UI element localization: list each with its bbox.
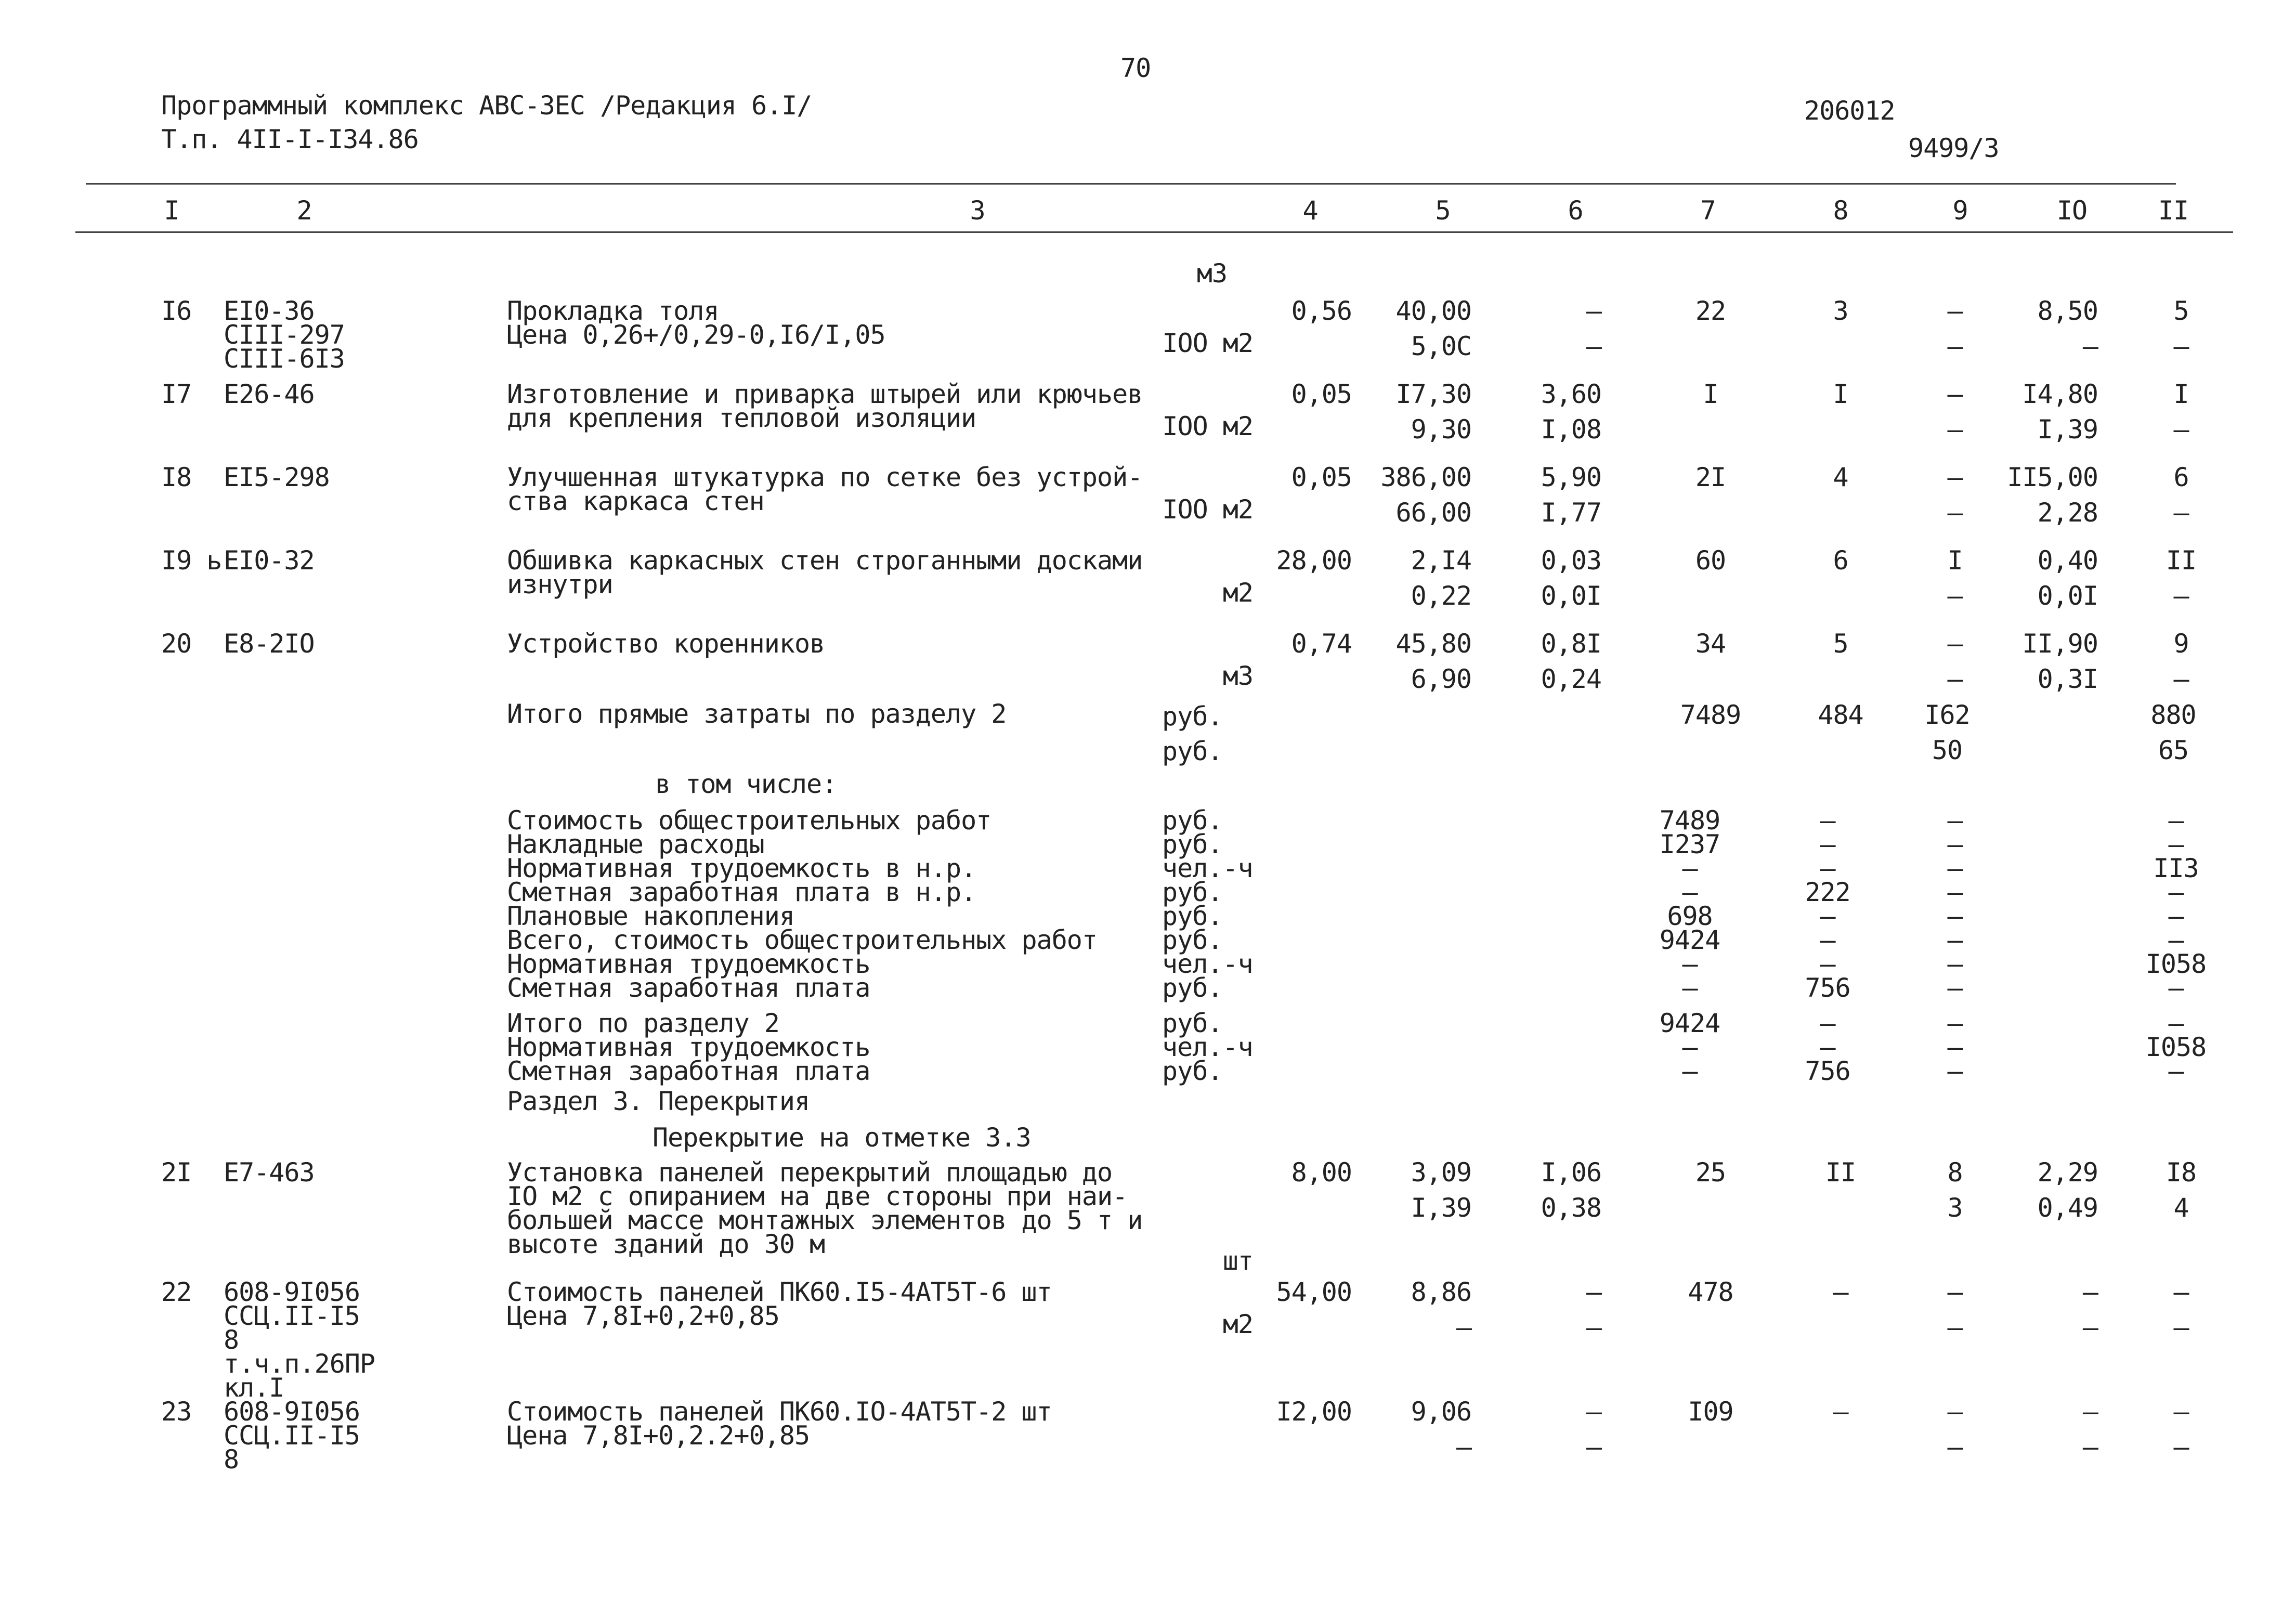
section3-title: Раздел 3. Перекрытия	[507, 1086, 810, 1116]
breakdown-unit: чел.-ч	[1162, 949, 1253, 979]
totals-col9-b: 50	[1932, 735, 1963, 765]
row-total-cost: 2I	[1695, 462, 1726, 492]
row-number: 2I	[161, 1157, 192, 1188]
row-total-wage: 3	[1833, 296, 1848, 326]
row-labor-unit: II5,00	[2007, 462, 2098, 492]
row-labor-unit: –	[2082, 1432, 2098, 1462]
row-unit-machine: 0,03	[1541, 545, 1601, 576]
column-header-5: 5	[1435, 196, 1451, 226]
totals-subheading: в том числе:	[655, 769, 837, 799]
row-unit-machine: 5,90	[1541, 462, 1601, 492]
breakdown-col11: –	[2168, 901, 2184, 931]
row-col9: –	[1947, 379, 1963, 409]
row-unit-machine: 0,24	[1541, 664, 1601, 694]
breakdown-cost: –	[1682, 853, 1698, 883]
row-description: Обшивка каркасных стен строганными досками	[507, 545, 1143, 576]
row-description: Прокладка толя	[507, 296, 719, 326]
row-code: EI0-32	[224, 545, 315, 576]
section-total-col11: –	[2168, 1056, 2184, 1086]
row-code: 608-9I056	[224, 1397, 360, 1427]
document-code: 206012	[1804, 96, 1895, 126]
row-total-cost: I09	[1688, 1397, 1733, 1427]
row-description: большей массе монтажных элементов до 5 т и	[507, 1205, 1143, 1235]
section-total-unit: руб.	[1162, 1056, 1223, 1086]
breakdown-col11: –	[2168, 877, 2184, 907]
section-total-cost: –	[1682, 1056, 1698, 1086]
totals-unit-2: руб.	[1162, 736, 1223, 766]
row-unit-cost: 9,30	[1411, 414, 1471, 445]
row-unit: м3	[1222, 661, 1253, 691]
breakdown-col11: –	[2168, 925, 2184, 955]
row-total-wage: –	[1833, 1277, 1848, 1307]
row-labor-total: I8	[2165, 1157, 2197, 1188]
row-unit-machine: –	[1586, 1277, 1601, 1307]
row-labor-total: –	[2173, 1277, 2189, 1307]
row-number: I7	[161, 379, 192, 409]
row-total-cost: I	[1703, 379, 1718, 409]
row-labor-unit: 8,50	[2037, 296, 2098, 326]
row-labor-total: –	[2173, 1397, 2189, 1427]
section-total-label: Сметная заработная плата	[507, 1056, 870, 1086]
program-title: Программный комплекс АВС-3ЕС /Редакция 6.I/	[161, 90, 812, 121]
breakdown-wage: –	[1820, 829, 1835, 859]
row-description: Цена 0,26+/0,29-0,I6/I,05	[507, 320, 885, 350]
breakdown-label: Всего, стоимость общестроительных работ	[507, 925, 1097, 955]
row-quantity: I2,00	[1276, 1397, 1352, 1427]
breakdown-col11: –	[2168, 973, 2184, 1003]
row-description: ства каркаса стен	[507, 486, 764, 516]
row-labor-unit: –	[2082, 1312, 2098, 1343]
row-col9: –	[1947, 629, 1963, 659]
breakdown-col9: –	[1947, 973, 1963, 1003]
row-total-cost: 25	[1695, 1157, 1726, 1188]
column-header-6: 6	[1568, 196, 1583, 226]
breakdown-unit: руб.	[1162, 805, 1223, 836]
row-code: E7-463	[224, 1157, 315, 1188]
row-description: изнутри	[507, 569, 613, 600]
breakdown-col11: –	[2168, 829, 2184, 859]
row-labor-total: II	[2165, 545, 2197, 576]
sheet-number: 9499/3	[1908, 133, 1999, 163]
header-bottom-rule	[75, 231, 2233, 233]
section-total-wage: –	[1820, 1032, 1835, 1062]
section-total-unit: чел.-ч	[1162, 1032, 1253, 1062]
row-unit-cost: 3,09	[1411, 1157, 1471, 1188]
row-number: I9 ь	[161, 545, 222, 576]
row-labor-unit: –	[2082, 331, 2098, 361]
row-unit-machine: –	[1586, 296, 1601, 326]
row-description: Установка панелей перекрытий площадью до	[507, 1157, 1113, 1188]
section-total-cost: –	[1682, 1032, 1698, 1062]
breakdown-wage: –	[1820, 949, 1835, 979]
breakdown-label: Плановые накопления	[507, 901, 794, 931]
page-number: 70	[1120, 53, 1151, 83]
row-number: 23	[161, 1397, 192, 1427]
row-labor-unit: 2,28	[2037, 498, 2098, 528]
breakdown-wage: –	[1820, 805, 1835, 836]
breakdown-wage: –	[1820, 853, 1835, 883]
row-code: E8-2IO	[224, 629, 315, 659]
row-code: CIII-297	[224, 320, 345, 350]
row-labor-total: –	[2173, 331, 2189, 361]
breakdown-label: Стоимость общестроительных работ	[507, 805, 992, 836]
breakdown-label: Нормативная трудоемкость в н.р.	[507, 853, 976, 883]
row-unit-cost: 40,00	[1395, 296, 1471, 326]
row-unit-machine: 3,60	[1541, 379, 1601, 409]
row-total-wage: 5	[1833, 629, 1848, 659]
row-labor-total: –	[2173, 1312, 2189, 1343]
section-total-col9: –	[1947, 1008, 1963, 1038]
section-total-col11: –	[2168, 1008, 2184, 1038]
row-labor-unit: 2,29	[2037, 1157, 2098, 1188]
row-col9: –	[1947, 581, 1963, 611]
row-unit-cost: –	[1456, 1432, 1471, 1462]
breakdown-col11: –	[2168, 805, 2184, 836]
column-header-10: IO	[2056, 196, 2088, 226]
header-top-rule	[86, 183, 2176, 185]
row-number: I6	[161, 296, 192, 326]
breakdown-col9: –	[1947, 805, 1963, 836]
row-code: 8	[224, 1325, 239, 1355]
row-total-wage: II	[1825, 1157, 1856, 1188]
column-header-8: 8	[1833, 196, 1848, 226]
breakdown-cost: –	[1682, 877, 1698, 907]
row-description: Стоимость панелей ПК60.I5-4АТ5Т-6 шт	[507, 1277, 1052, 1307]
row-labor-unit: –	[2082, 1277, 2098, 1307]
row-col9: –	[1947, 1432, 1963, 1462]
row-code: CIII-6I3	[224, 344, 345, 374]
column-header-4: 4	[1302, 196, 1318, 226]
row-labor-total: –	[2173, 498, 2189, 528]
row-quantity: 0,74	[1291, 629, 1352, 659]
row-unit-top: м3	[1196, 258, 1227, 289]
row-labor-total: 9	[2173, 629, 2189, 659]
row-description: Улучшенная штукатурка по сетке без устрой-	[507, 462, 1143, 492]
column-header-3: 3	[970, 196, 985, 226]
row-quantity: 0,05	[1291, 379, 1352, 409]
row-col9: –	[1947, 414, 1963, 445]
totals-col11-a: 880	[2150, 700, 2196, 730]
section-total-col11: I058	[2145, 1032, 2207, 1062]
totals-cost: 7489	[1680, 700, 1741, 730]
row-total-wage: 6	[1833, 545, 1848, 576]
row-labor-total: –	[2173, 414, 2189, 445]
column-header-2: 2	[296, 196, 312, 226]
row-col9: –	[1947, 498, 1963, 528]
row-description: Устройство коренников	[507, 629, 825, 659]
row-description: Цена 7,8I+0,2+0,85	[507, 1301, 779, 1331]
breakdown-unit: чел.-ч	[1162, 853, 1253, 883]
row-code: EI0-36	[224, 296, 315, 326]
row-unit-cost: 6,90	[1411, 664, 1471, 694]
row-unit-cost: I,39	[1411, 1193, 1471, 1223]
section-total-wage: 756	[1805, 1056, 1850, 1086]
row-labor-total: 5	[2173, 296, 2189, 326]
row-code: EI5-298	[224, 462, 330, 492]
row-labor-unit: II,90	[2022, 629, 2098, 659]
breakdown-label: Сметная заработная плата в н.р.	[507, 877, 976, 907]
row-unit-machine: –	[1586, 1397, 1601, 1427]
breakdown-wage: –	[1820, 901, 1835, 931]
breakdown-unit: руб.	[1162, 829, 1223, 859]
row-unit-cost: 5,0C	[1411, 331, 1471, 361]
row-unit-machine: I,08	[1541, 414, 1601, 445]
row-number: I8	[161, 462, 192, 492]
row-unit-machine: I,77	[1541, 498, 1601, 528]
row-labor-unit: I4,80	[2022, 379, 2098, 409]
row-unit: IOO м2	[1162, 411, 1253, 441]
row-labor-total: –	[2173, 581, 2189, 611]
row-quantity: 0,56	[1291, 296, 1352, 326]
row-description: Стоимость панелей ПК60.IO-4АТ5Т-2 шт	[507, 1397, 1052, 1427]
row-unit-machine: –	[1586, 1432, 1601, 1462]
row-col9: –	[1947, 1397, 1963, 1427]
row-code: т.ч.п.26ПР	[224, 1349, 375, 1379]
section-total-label: Нормативная трудоемкость	[507, 1032, 870, 1062]
row-total-wage: –	[1833, 1397, 1848, 1427]
row-total-wage: I	[1833, 379, 1848, 409]
row-code: 8	[224, 1444, 239, 1475]
row-unit-cost: 8,86	[1411, 1277, 1471, 1307]
section-total-unit: руб.	[1162, 1008, 1223, 1038]
row-unit-cost: 66,00	[1395, 498, 1471, 528]
row-unit: м2	[1222, 1309, 1253, 1339]
row-col9: –	[1947, 331, 1963, 361]
breakdown-cost: I237	[1659, 829, 1720, 859]
breakdown-cost: –	[1682, 949, 1698, 979]
row-unit-cost: 0,22	[1411, 581, 1471, 611]
breakdown-col11: II3	[2153, 853, 2199, 883]
row-labor-unit: 0,49	[2037, 1193, 2098, 1223]
row-col9: –	[1947, 1277, 1963, 1307]
row-labor-total: 6	[2173, 462, 2189, 492]
breakdown-cost: 9424	[1659, 925, 1720, 955]
row-description: Изготовление и приварка штырей или крючьев	[507, 379, 1143, 409]
breakdown-label: Накладные расходы	[507, 829, 764, 859]
column-header-7: 7	[1700, 196, 1716, 226]
row-unit-machine: 0,8I	[1541, 629, 1601, 659]
row-unit: шт	[1222, 1246, 1253, 1276]
row-col9: 8	[1947, 1157, 1963, 1188]
row-labor-total: 4	[2173, 1193, 2189, 1223]
row-unit-cost: 386,00	[1380, 462, 1471, 492]
row-quantity: 54,00	[1276, 1277, 1352, 1307]
row-code: ССЦ.II-I5	[224, 1420, 360, 1451]
row-description: IO м2 с опиранием на две стороны при наи-	[507, 1181, 1128, 1211]
row-total-wage: 4	[1833, 462, 1848, 492]
row-unit-cost: 9,06	[1411, 1397, 1471, 1427]
column-header-9: 9	[1952, 196, 1968, 226]
totals-unit-1: руб.	[1162, 701, 1223, 732]
row-labor-unit: –	[2082, 1397, 2098, 1427]
breakdown-label: Нормативная трудоемкость	[507, 949, 870, 979]
row-unit-cost: I7,30	[1395, 379, 1471, 409]
totals-col9-a: I62	[1924, 700, 1970, 730]
row-unit-cost: –	[1456, 1312, 1471, 1343]
row-total-cost: 34	[1695, 629, 1726, 659]
row-labor-total: –	[2173, 664, 2189, 694]
row-total-cost: 22	[1695, 296, 1726, 326]
row-code: 608-9I056	[224, 1277, 360, 1307]
breakdown-unit: руб.	[1162, 973, 1223, 1003]
section-total-col9: –	[1947, 1032, 1963, 1062]
row-unit-cost: 2,I4	[1411, 545, 1471, 576]
row-description: высоте зданий до 30 м	[507, 1229, 825, 1259]
breakdown-cost: 698	[1667, 901, 1713, 931]
breakdown-unit: руб.	[1162, 877, 1223, 907]
row-labor-unit: I,39	[2037, 414, 2098, 445]
row-description: Цена 7,8I+0,2.2+0,85	[507, 1420, 810, 1451]
column-header-1: I	[164, 196, 179, 226]
row-unit-machine: –	[1586, 1312, 1601, 1343]
row-labor-unit: 0,40	[2037, 545, 2098, 576]
row-unit-machine: 0,38	[1541, 1193, 1601, 1223]
row-labor-total: –	[2173, 1432, 2189, 1462]
row-unit-machine: 0,0I	[1541, 581, 1601, 611]
totals-col11-b: 65	[2158, 735, 2189, 765]
row-unit: м2	[1222, 578, 1253, 608]
row-col9: I	[1947, 545, 1963, 576]
row-number: 22	[161, 1277, 192, 1307]
breakdown-wage: 222	[1805, 877, 1850, 907]
section-total-label: Итого по разделу 2	[507, 1008, 779, 1038]
row-col9: –	[1947, 664, 1963, 694]
row-total-cost: 60	[1695, 545, 1726, 576]
totals-label: Итого прямые затраты по разделу 2	[507, 699, 1007, 729]
row-col9: –	[1947, 296, 1963, 326]
row-quantity: 8,00	[1291, 1157, 1352, 1188]
row-number: 20	[161, 629, 192, 659]
breakdown-cost: –	[1682, 973, 1698, 1003]
row-code: ССЦ.II-I5	[224, 1301, 360, 1331]
row-quantity: 28,00	[1276, 545, 1352, 576]
row-unit-machine: –	[1586, 331, 1601, 361]
breakdown-wage: –	[1820, 925, 1835, 955]
row-col9: –	[1947, 1312, 1963, 1343]
section-total-cost: 9424	[1659, 1008, 1720, 1038]
breakdown-unit: руб.	[1162, 925, 1223, 955]
row-unit-machine: I,06	[1541, 1157, 1601, 1188]
breakdown-col9: –	[1947, 877, 1963, 907]
row-unit: IOO м2	[1162, 494, 1253, 525]
row-labor-unit: 0,3I	[2037, 664, 2098, 694]
breakdown-unit: руб.	[1162, 901, 1223, 931]
row-description: для крепления тепловой изоляции	[507, 403, 976, 433]
totals-wage: 484	[1818, 700, 1863, 730]
column-header-11: II	[2158, 196, 2189, 226]
breakdown-col9: –	[1947, 901, 1963, 931]
breakdown-wage: 756	[1805, 973, 1850, 1003]
row-col9: 3	[1947, 1193, 1963, 1223]
row-col9: –	[1947, 462, 1963, 492]
row-total-cost: 478	[1688, 1277, 1733, 1307]
section3-subtitle: Перекрытие на отметке 3.3	[653, 1123, 1031, 1153]
breakdown-cost: 7489	[1659, 805, 1720, 836]
row-code: кл.I	[224, 1373, 284, 1403]
section-total-col9: –	[1947, 1056, 1963, 1086]
row-unit-cost: 45,80	[1395, 629, 1471, 659]
breakdown-col9: –	[1947, 925, 1963, 955]
breakdown-col9: –	[1947, 949, 1963, 979]
section-total-wage: –	[1820, 1008, 1835, 1038]
row-labor-total: I	[2173, 379, 2189, 409]
breakdown-label: Сметная заработная плата	[507, 973, 870, 1003]
row-labor-unit: 0,0I	[2037, 581, 2098, 611]
breakdown-col9: –	[1947, 853, 1963, 883]
breakdown-col9: –	[1947, 829, 1963, 859]
breakdown-col11: I058	[2145, 949, 2207, 979]
row-unit: IOO м2	[1162, 328, 1253, 358]
project-code: Т.п. 4II-I-I34.86	[161, 124, 419, 154]
row-code: E26-46	[224, 379, 315, 409]
row-quantity: 0,05	[1291, 462, 1352, 492]
